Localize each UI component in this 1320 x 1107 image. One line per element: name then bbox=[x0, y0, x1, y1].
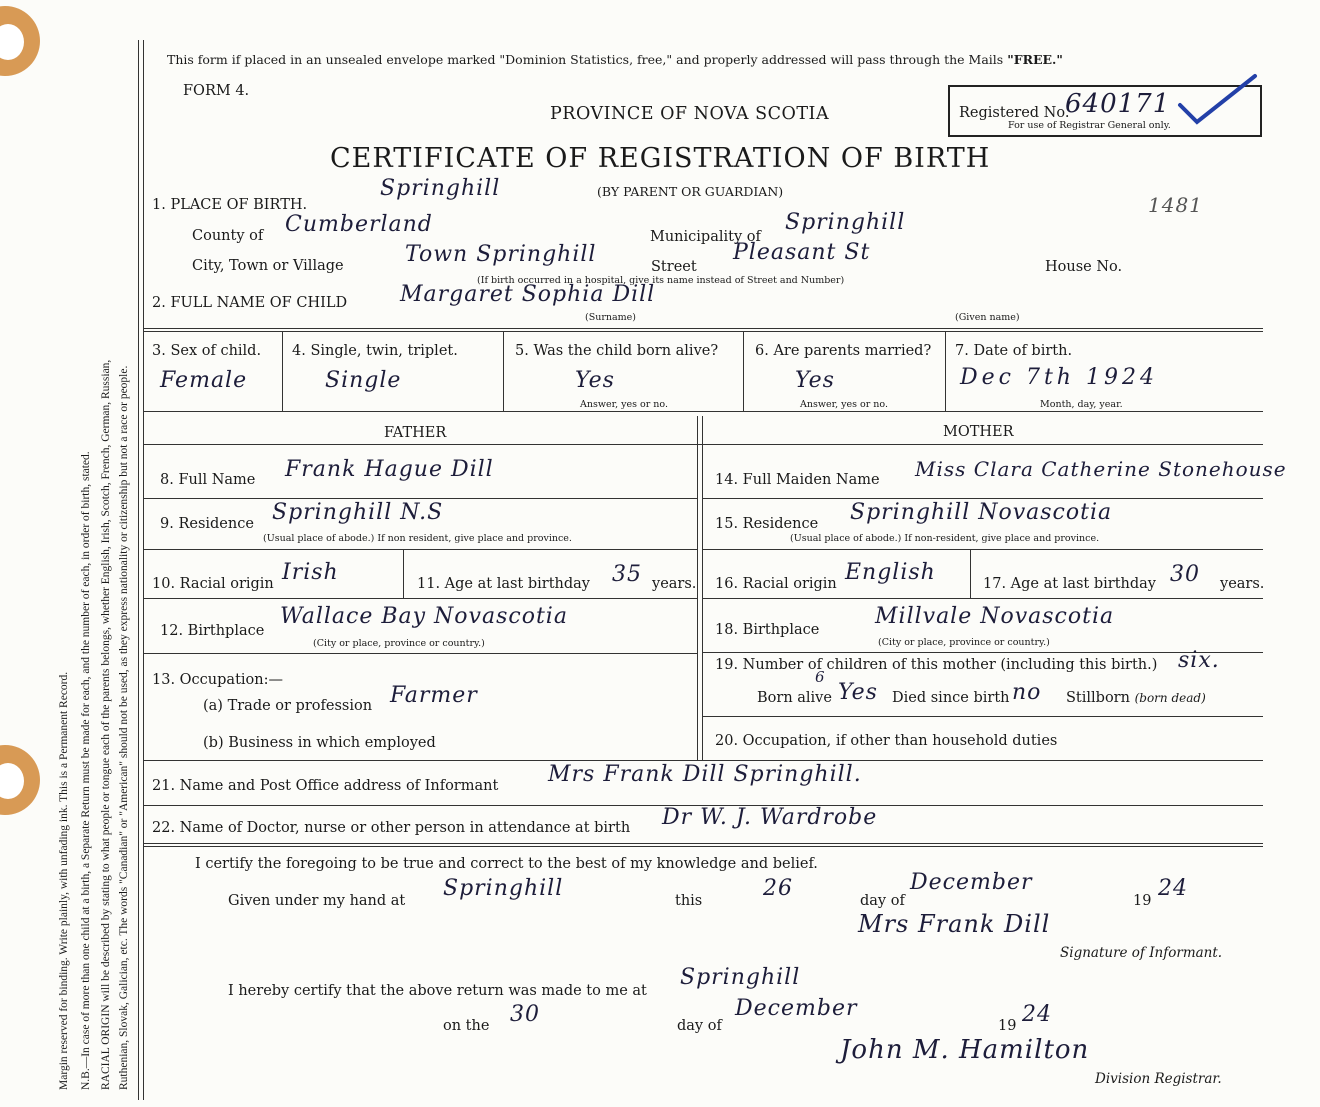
born-alive-answer: Yes bbox=[838, 680, 878, 705]
given-at-label: Given under my hand at bbox=[228, 893, 406, 909]
father-residence-value: Springhill N.S bbox=[272, 500, 444, 525]
given-year: 24 bbox=[1158, 876, 1188, 901]
margin-note-1: Margin reserved for binding. Write plainly, with unfading ink. This is a Permanent Record. bbox=[58, 671, 70, 1090]
margin-rule bbox=[138, 40, 139, 1100]
father-age-value: 35 bbox=[612, 562, 642, 587]
doctor-value: Dr W. J. Wardrobe bbox=[662, 805, 878, 830]
parents-married-label: 6. Are parents married? bbox=[755, 343, 932, 359]
registrar-note: For use of Registrar General only. bbox=[1008, 120, 1171, 131]
registrar-year-prefix: 19 bbox=[998, 1018, 1017, 1034]
mother-age-value: 30 bbox=[1170, 562, 1200, 587]
county-label: County of bbox=[192, 228, 264, 244]
died-since-birth-value: no bbox=[1012, 680, 1042, 705]
born-alive-label: 5. Was the child born alive? bbox=[515, 343, 719, 359]
father-birthplace-label: 12. Birthplace bbox=[160, 623, 265, 639]
plurality-label: 4. Single, twin, triplet. bbox=[292, 343, 458, 359]
corner-mark: 1481 bbox=[1148, 193, 1203, 217]
registrar-month: December bbox=[735, 996, 858, 1021]
born-alive-count-label: Born alive bbox=[757, 690, 832, 706]
doctor-label: 22. Name of Doctor, nurse or other person in attendance at birth bbox=[152, 820, 631, 836]
margin-note-4: Ruthenian, Slovak, Galician, etc. The words "Canadian" or "American" should not be used, as they express nationality or citizenship but not a race or people. bbox=[118, 365, 130, 1090]
informant-label: 21. Name and Post Office address of Informant bbox=[152, 778, 499, 794]
place-of-birth-label: 1. PLACE OF BIRTH. bbox=[152, 197, 308, 213]
children-count-value: six. bbox=[1178, 648, 1220, 673]
stillborn-label: Stillborn (born dead) bbox=[1066, 690, 1206, 706]
father-trade-label: (a) Trade or profession bbox=[203, 698, 373, 714]
mother-birthplace-note: (City or place, province or country.) bbox=[878, 637, 1050, 648]
form-number: FORM 4. bbox=[183, 83, 250, 99]
father-racial-label: 10. Racial origin bbox=[152, 576, 274, 592]
informant-value: Mrs Frank Dill Springhill. bbox=[548, 762, 862, 787]
registrar-signature-label: Division Registrar. bbox=[1095, 1071, 1222, 1087]
father-name-value: Frank Hague Dill bbox=[285, 457, 494, 482]
father-age-years: years. bbox=[652, 576, 697, 592]
registrar-on-label: on the bbox=[443, 1018, 490, 1034]
given-day-of-label: day of bbox=[860, 893, 905, 909]
municipality-value: Springhill bbox=[785, 210, 906, 235]
father-business-label: (b) Business in which employed bbox=[203, 735, 436, 751]
died-since-birth-label: Died since birth bbox=[892, 690, 1010, 706]
margin-note-2: N.B.—In case of more than one child at a birth, a Separate Return must be made for each, and the number of each, in order of birth, stated. bbox=[80, 451, 92, 1090]
mother-residence-note: (Usual place of abode.) If non-resident, give place and province. bbox=[790, 533, 1100, 544]
given-day: 26 bbox=[763, 876, 793, 901]
mother-age-label: 17. Age at last birthday bbox=[983, 576, 1156, 592]
county-value: Cumberland bbox=[285, 212, 433, 237]
born-alive-value: Yes bbox=[575, 368, 615, 393]
mother-name-label: 14. Full Maiden Name bbox=[715, 472, 880, 488]
registered-number: 640171 bbox=[1065, 89, 1171, 119]
mother-residence-value: Springhill Novascotia bbox=[850, 500, 1113, 525]
this-label: this bbox=[675, 893, 703, 909]
certification-statement: I certify the foregoing to be true and correct to the best of my knowledge and belief. bbox=[195, 856, 818, 872]
informant-signature: Mrs Frank Dill bbox=[858, 910, 1051, 938]
mother-racial-label: 16. Racial origin bbox=[715, 576, 837, 592]
father-birthplace-note: (City or place, province or country.) bbox=[313, 638, 485, 649]
mother-heading: MOTHER bbox=[943, 424, 1014, 440]
father-birthplace-value: Wallace Bay Novascotia bbox=[280, 604, 568, 629]
date-of-birth-value: Dec 7th 1924 bbox=[960, 365, 1158, 390]
house-number-label: House No. bbox=[1045, 259, 1123, 275]
child-name-value: Margaret Sophia Dill bbox=[400, 282, 656, 307]
certificate-subtitle: (BY PARENT OR GUARDIAN) bbox=[597, 184, 784, 199]
born-alive-note: Answer, yes or no. bbox=[580, 399, 669, 410]
registrar-place: Springhill bbox=[680, 965, 801, 990]
date-of-birth-label: 7. Date of birth. bbox=[955, 343, 1073, 359]
father-heading: FATHER bbox=[384, 425, 447, 441]
sex-label: 3. Sex of child. bbox=[152, 343, 262, 359]
municipality-label: Municipality of bbox=[650, 229, 761, 245]
certificate-title: CERTIFICATE OF REGISTRATION OF BIRTH bbox=[330, 143, 991, 174]
plurality-value: Single bbox=[325, 368, 402, 393]
place-of-birth-value: Springhill bbox=[380, 176, 501, 201]
registrar-signature: John M. Hamilton bbox=[840, 1035, 1090, 1065]
registrar-day-of-label: day of bbox=[677, 1018, 722, 1034]
mother-name-value: Miss Clara Catherine Stonehouse bbox=[915, 457, 1287, 481]
sex-value: Female bbox=[160, 368, 248, 393]
given-year-prefix: 19 bbox=[1133, 893, 1152, 909]
mail-notice: This form if placed in an unsealed envelope marked "Dominion Statistics, free," and properly addressed will pass through the Mails "FREE." bbox=[167, 52, 1063, 67]
father-residence-label: 9. Residence bbox=[160, 516, 254, 532]
given-name-note: (Given name) bbox=[955, 312, 1020, 323]
binding-margin bbox=[0, 0, 140, 1107]
father-name-label: 8. Full Name bbox=[160, 472, 256, 488]
father-racial-value: Irish bbox=[282, 560, 339, 585]
father-residence-note: (Usual place of abode.) If non resident, give place and province. bbox=[263, 533, 572, 544]
registrar-statement: I hereby certify that the above return was made to me at bbox=[228, 983, 647, 999]
mother-age-years: years. bbox=[1220, 576, 1265, 592]
mother-residence-label: 15. Residence bbox=[715, 516, 819, 532]
father-age-label: 11. Age at last birthday bbox=[417, 576, 590, 592]
date-of-birth-note: Month, day, year. bbox=[1040, 399, 1123, 410]
father-occupation-label: 13. Occupation:— bbox=[152, 672, 283, 688]
province-heading: PROVINCE OF NOVA SCOTIA bbox=[550, 104, 830, 124]
registrar-day: 30 bbox=[510, 1002, 540, 1027]
city-label: City, Town or Village bbox=[192, 258, 344, 274]
hospital-note: (If birth occurred in a hospital, give its name instead of Street and Number) bbox=[477, 275, 845, 286]
father-trade-value: Farmer bbox=[390, 683, 478, 708]
mother-occupation-label: 20. Occupation, if other than household duties bbox=[715, 733, 1058, 749]
informant-signature-label: Signature of Informant. bbox=[1060, 945, 1223, 961]
check-mark-icon bbox=[1175, 70, 1260, 130]
mother-birthplace-value: Millvale Novascotia bbox=[875, 604, 1115, 629]
punch-hole bbox=[0, 745, 40, 815]
punch-hole bbox=[0, 6, 40, 76]
margin-note-3: RACIAL ORIGIN will be described by stating to what people or tongue each of the parents belongs, whether English, Irish, Scotch, French, German, Russian, bbox=[100, 359, 112, 1090]
parents-married-note: Answer, yes or no. bbox=[800, 399, 889, 410]
parents-married-value: Yes bbox=[795, 368, 835, 393]
street-label: Street bbox=[651, 259, 697, 275]
margin-rule bbox=[143, 40, 144, 1100]
given-at-place: Springhill bbox=[443, 876, 564, 901]
mother-racial-value: English bbox=[845, 560, 936, 585]
born-alive-count: 6 bbox=[815, 668, 826, 686]
registered-label: Registered No. bbox=[959, 105, 1070, 121]
registrar-year: 24 bbox=[1022, 1002, 1052, 1027]
children-count-label: 19. Number of children of this mother (including this birth.) bbox=[715, 657, 1158, 673]
given-month: December bbox=[910, 870, 1033, 895]
city-value: Town Springhill bbox=[405, 242, 597, 267]
street-value: Pleasant St bbox=[733, 240, 871, 265]
mother-birthplace-label: 18. Birthplace bbox=[715, 622, 820, 638]
child-name-label: 2. FULL NAME OF CHILD bbox=[152, 295, 348, 311]
surname-note: (Surname) bbox=[585, 312, 636, 323]
